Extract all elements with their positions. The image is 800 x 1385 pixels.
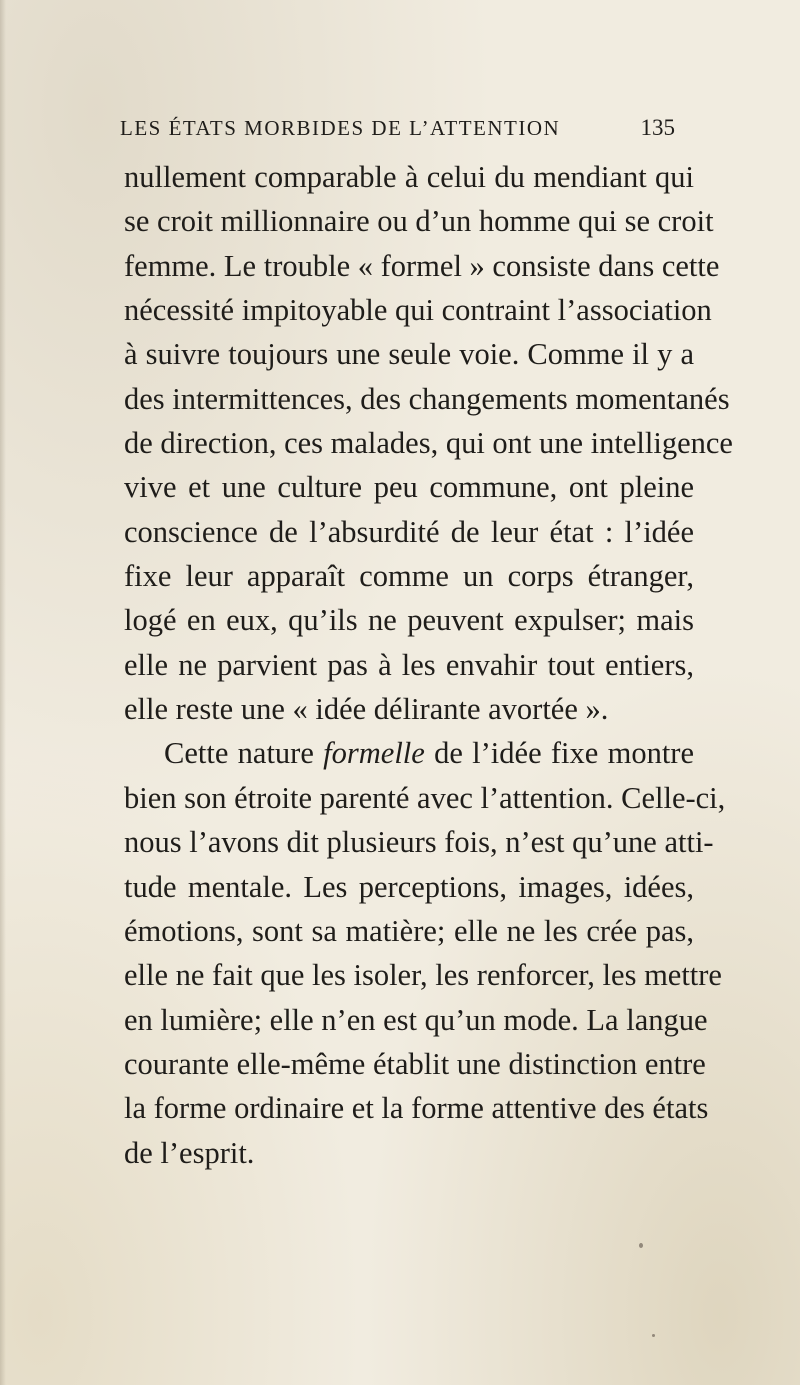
text-run: Cette nature bbox=[164, 736, 324, 771]
text-line: elle ne parvient pas à les envahir tout entiers, bbox=[124, 647, 694, 682]
ink-speck bbox=[639, 1243, 643, 1248]
text-line: logé en eux, qu’ils ne peuvent expulser; mais bbox=[124, 603, 694, 638]
text-line: courante elle-même établit une distinction entre bbox=[124, 1046, 706, 1081]
text-line: se croit millionnaire ou d’un homme qui se croit bbox=[124, 204, 714, 239]
text-line: elle ne fait que les isoler, les renforcer, les mettre bbox=[124, 958, 722, 993]
text-line: en lumière; elle n’en est qu’un mode. La langue bbox=[124, 1002, 708, 1037]
text-line: nullement comparable à celui du mendiant qui bbox=[124, 160, 694, 194]
text-line: tude mentale. Les perceptions, images, idées, bbox=[124, 869, 694, 904]
text-run: de l’idée fixe montre bbox=[424, 736, 694, 771]
text-line: de l’esprit. bbox=[124, 1135, 255, 1170]
text-line: nous l’avons dit plusieurs fois, n’est qu’une atti- bbox=[124, 825, 714, 860]
text-line: de direction, ces malades, qui ont une intelligence bbox=[124, 426, 733, 461]
emphasis-text: formelle bbox=[323, 736, 425, 771]
text-line: la forme ordinaire et la forme attentive des états bbox=[124, 1091, 709, 1126]
ink-speck bbox=[652, 1334, 655, 1337]
text-line: fixe leur apparaît comme un corps étranger, bbox=[124, 559, 694, 594]
text-line: bien son étroite parenté avec l’attention. Celle-ci, bbox=[124, 780, 726, 815]
text-line: femme. Le trouble « formel » consiste dans cette bbox=[124, 248, 720, 283]
running-head-title: LES ÉTATS MORBIDES DE L’ATTENTION bbox=[120, 116, 561, 140]
paragraph-first-line bbox=[124, 731, 694, 775]
body-text bbox=[124, 155, 733, 1175]
page-number: 135 bbox=[640, 115, 675, 140]
text-line: elle reste une « idée délirante avortée ». bbox=[124, 692, 609, 727]
text-line: à suivre toujours une seule voie. Comme il y a bbox=[124, 337, 694, 372]
text-line: des intermittences, des changements momentanés bbox=[124, 381, 730, 416]
text-line: conscience de l’absurdité de leur état : l’idée bbox=[124, 514, 694, 549]
text-line: émotions, sont sa matière; elle ne les crée pas, bbox=[124, 913, 694, 948]
text-line: vive et une culture peu commune, ont pleine bbox=[124, 470, 694, 505]
page-left-edge-shadow bbox=[0, 0, 6, 1385]
text-line: nécessité impitoyable qui contraint l’association bbox=[124, 293, 712, 328]
